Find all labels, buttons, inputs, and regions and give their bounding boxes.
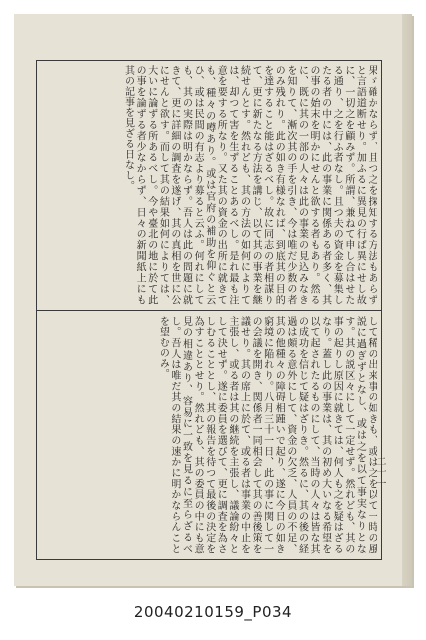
upper-column-text: 果ゞ確かならず、且つ之を探知する方法もあらずと言語道断せり。加ふるに異見の行ぱ異にせし故に、一切之を顧みず。所謂、兼ねて申し合はせたる通り、之を行ふ者なし。且つ夫の資金を募集したる者の中には、此の事業に関係ある者多く、其の事の始末を明かにせんと欲する者もあり。然るに、既に其の一部の人々は此の事業の見込みなきを知りて、漸次其の手を引き、今は唯だ少数の者のみ残れり。此の如き有様なれば、到底其の目的を達すること能はざるべし。故に同志の者相謀りて、更に新たなる方法を講じ、以て其の事業を継続せんとす。然れども、其の方法の如何によりては、却つて害を生ずることあるべし。是れ最も注意を要する所なり。又た其の資金の出所に就きても、種々の噂あり。或は官府の補助を仰ぐと云ひ、或は民間の有志より募ると云ふ。何れにしても、其の実際は明かならず。吾人は此の問題に就きて、更に詳細の調査を遂げ、其の真相を世に公にせんと欲す。而して其の結果如何によりては、大いに論ずる所あるべし。今や臺北の地に於て此の事を論ずる者少なからず、日々の新聞紙上にも其の記事を見ざる日なし。	[122, 65, 377, 305]
image-caption: 20040210159_P034	[133, 603, 293, 621]
section-divider	[37, 310, 381, 311]
page-number: 二十一	[374, 456, 385, 489]
lower-column-text: して稀の出来事の如きも、或は之を以て一時の風説に過ぎずとなし、或は之を以て事実なりとなす。其の説区々にして一定せず。然れども、其の事の起りし原因に就きては、何人も之を疑はざるなり。蓋し此の事業は、其の初め大いなる希望を以て起されたるものにして、当時の人々は皆な其の成功を信じて疑はざりき。然るに、其の後の経過は頗る意外にして、資金の欠乏、人員の不足、其の他種々の障碍相踵いで起り、遂に今日の如き窮境に陥れり。八月三十一日、此の事に関して一の会議を開き、関係者一同相会して其の善後策を議せり。其の席上に於て、或る者は事業の中止を主張し、或る者は其の継続を主張し、議論紛々として決せず。遂に委員を選びて、更に調査を為さしむることとし、其の報告を待つて最後の決定を為すこととせり。然れども、其の委員の中にも意見の相違あり、容易に一致を見るに至らざるべし。吾人は唯だ其の結果の速かに明かならんことを望むのみ。	[157, 316, 377, 554]
page-edge	[402, 14, 412, 586]
upper-text-block	[41, 65, 377, 305]
lower-text-block	[41, 316, 377, 554]
text-frame	[36, 60, 382, 560]
book-page	[14, 14, 412, 586]
